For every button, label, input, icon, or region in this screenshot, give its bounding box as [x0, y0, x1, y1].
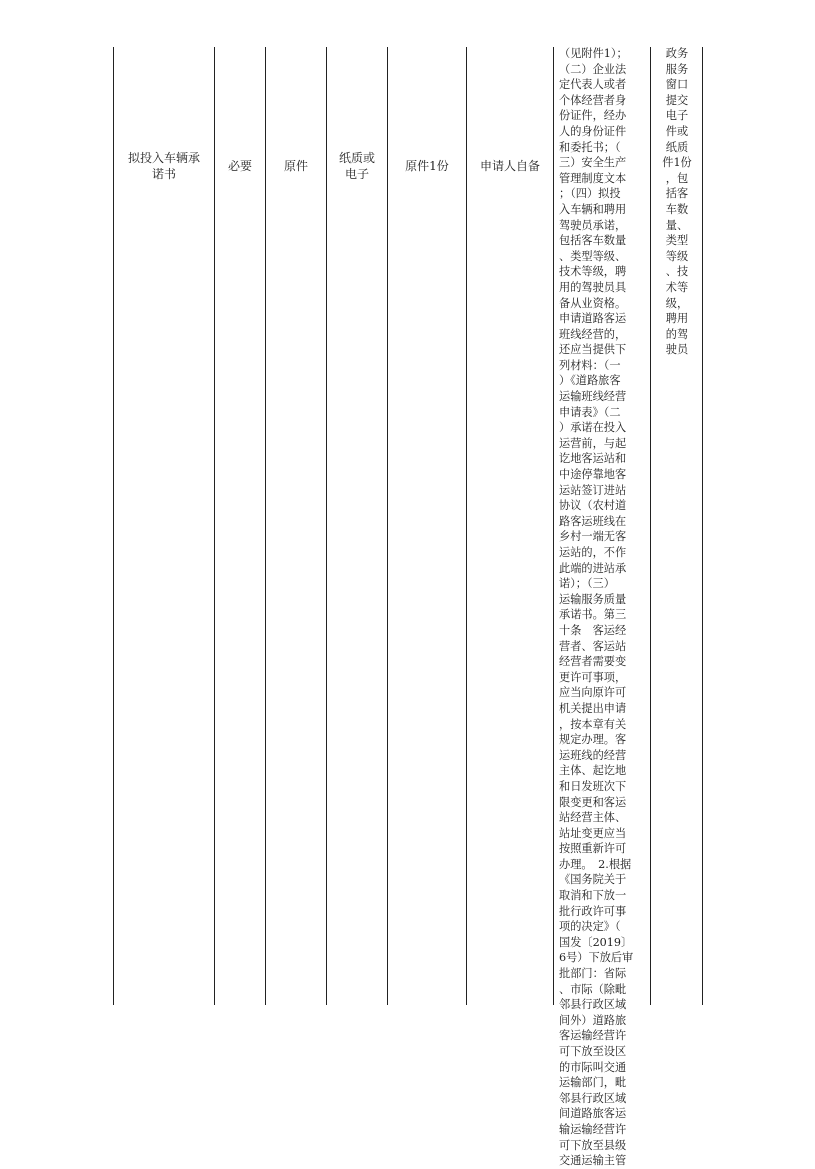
column-border — [387, 47, 388, 1005]
column-border — [650, 47, 651, 1005]
column-border — [214, 47, 215, 1005]
material-name-cell: 拟投入车辆承 诺书 — [127, 151, 200, 181]
notes-cell: 政务 服务 窗口 提交 电子 件或 纸质 件1份 ，包 括客 车数 量、 类型 等级 、技 术等 级， 聘用 的驾 驶员 — [662, 47, 692, 357]
column-border — [466, 47, 467, 1005]
form-cell: 纸质或 电子 — [338, 151, 375, 181]
column-border — [265, 47, 266, 1005]
column-border — [326, 47, 327, 1005]
column-border — [113, 47, 114, 1005]
source-cell: 申请人自备 — [479, 159, 540, 173]
required-cell: 必要 — [227, 159, 252, 173]
copies-cell: 原件1份 — [405, 159, 449, 173]
column-border — [553, 47, 554, 1005]
requirements-cell: （见附件1）； （二）企业法 定代表人或者 个体经营者身 份证件，经办 人的身份证件 和委托书；（ 三）安全生产 管理制度文本 ；（四）拟投 入车辆和聘用 驾驶员承诺， 包括客车数量 、类型等级、 技术等级，聘 用的驾驶员具 备从业资格。 申请道路客运 班线经营的， 还应当提供下 列材料：（一 ）《道路旅客 运输班线经营 申请表》（二 ）承诺在投入 运营前，与起 讫地客运站和 中途停靠地客 运站签订进站 协议（农村道 路客运班线在 乡村一端无客 运站的，不作 此端的进站承 诺）；（三） 运输服务质量 承诺书。第三 十条 客运经 营者、客运站 经营者需要变 更许可事项， 应当向原许可 机关提出申请 ，按本章有关 规定办理。客 运班线的经营 主体、起讫地 和日发班次下 限变更和客运 站经营主体、 站址变更应当 按照重新许可 办理。 2.根据 《国务院关于 取消和下放一 批行政许可事 项的决定》（ 国发〔2019〕 6号）下放后审 批部门：省际 、市际（除毗 邻县行政区域 间外）道路旅 客运输经营许 可下放至设区 的市际叫交通 运输部门，毗 邻县行政区域 间道路旅客运 输运输经营许 可下放至县级 交通运输主管 — [559, 47, 634, 1168]
column-border — [702, 47, 703, 1005]
original-cell: 原件 — [283, 159, 308, 173]
